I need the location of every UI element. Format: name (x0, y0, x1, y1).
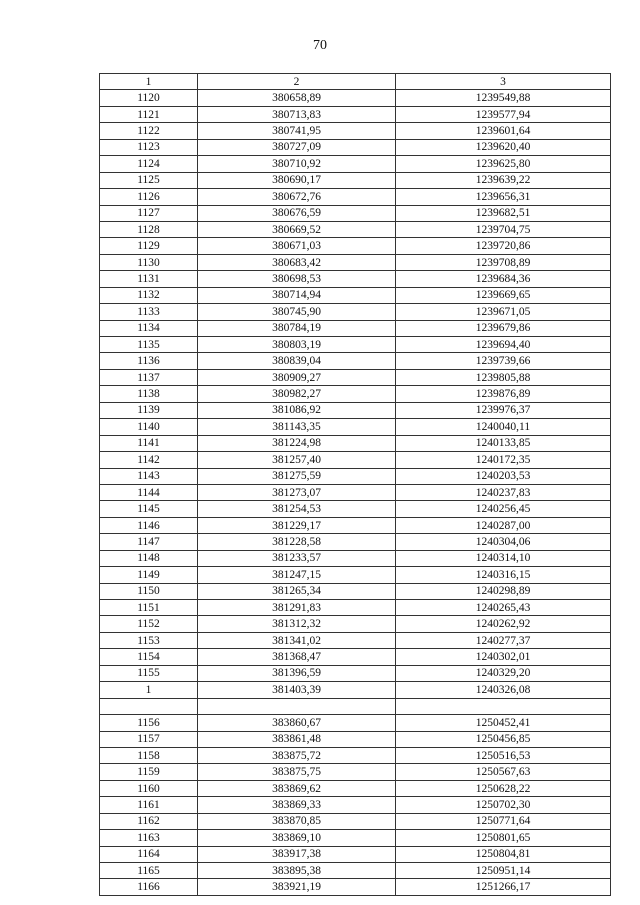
cell-x-coordinate: 380698,53 (198, 271, 396, 287)
cell-y-coordinate: 1240314,10 (396, 550, 611, 566)
cell-y-coordinate: 1240262,92 (396, 616, 611, 632)
cell-y-coordinate: 1240256,45 (396, 501, 611, 517)
cell-y-coordinate: 1239682,51 (396, 205, 611, 221)
table-row (100, 468, 611, 484)
table-row (100, 649, 611, 665)
cell-x-coordinate (198, 698, 396, 714)
coordinates-table (99, 73, 611, 896)
cell-point-number: 1133 (100, 304, 198, 320)
cell-x-coordinate: 381228,58 (198, 534, 396, 550)
table-row (100, 797, 611, 813)
cell-y-coordinate: 1251266,17 (396, 879, 611, 895)
table-row (100, 846, 611, 862)
cell-point-number: 1149 (100, 567, 198, 583)
table-row (100, 205, 611, 221)
table-row (100, 304, 611, 320)
cell-point-number (100, 698, 198, 714)
cell-y-coordinate: 1250628,22 (396, 780, 611, 796)
table-row (100, 221, 611, 237)
table-row (100, 616, 611, 632)
table-row (100, 764, 611, 780)
cell-y-coordinate: 1239601,64 (396, 123, 611, 139)
cell-x-coordinate: 381368,47 (198, 649, 396, 665)
cell-y-coordinate: 1239708,89 (396, 254, 611, 270)
cell-point-number: 1131 (100, 271, 198, 287)
table-row (100, 583, 611, 599)
cell-y-coordinate: 1240302,01 (396, 649, 611, 665)
cell-point-number: 1150 (100, 583, 198, 599)
cell-y-coordinate: 1240304,06 (396, 534, 611, 550)
cell-point-number: 1151 (100, 600, 198, 616)
table-row (100, 501, 611, 517)
cell-point-number: 1134 (100, 320, 198, 336)
cell-y-coordinate: 1239625,80 (396, 156, 611, 172)
table-row (100, 90, 611, 106)
table-row (100, 567, 611, 583)
cell-y-coordinate: 1239639,22 (396, 172, 611, 188)
table-row (100, 139, 611, 155)
cell-x-coordinate: 381275,59 (198, 468, 396, 484)
table-header (100, 74, 611, 90)
cell-point-number: 1125 (100, 172, 198, 188)
table-row (100, 123, 611, 139)
cell-x-coordinate: 380741,95 (198, 123, 396, 139)
table-row (100, 172, 611, 188)
cell-point-number: 1152 (100, 616, 198, 632)
table-row (100, 863, 611, 879)
cell-point-number: 1162 (100, 813, 198, 829)
cell-point-number: 1138 (100, 386, 198, 402)
cell-x-coordinate: 383860,67 (198, 715, 396, 731)
cell-x-coordinate: 380671,03 (198, 238, 396, 254)
cell-y-coordinate: 1239976,37 (396, 402, 611, 418)
cell-point-number: 1164 (100, 846, 198, 862)
cell-x-coordinate: 381224,98 (198, 435, 396, 451)
cell-point-number: 1158 (100, 747, 198, 763)
cell-x-coordinate: 383875,75 (198, 764, 396, 780)
table-row (100, 271, 611, 287)
cell-x-coordinate: 380713,83 (198, 106, 396, 122)
cell-point-number: 1144 (100, 484, 198, 500)
cell-x-coordinate: 381247,15 (198, 567, 396, 583)
cell-point-number: 1127 (100, 205, 198, 221)
cell-point-number: 1157 (100, 731, 198, 747)
cell-x-coordinate: 381291,83 (198, 600, 396, 616)
table-row (100, 337, 611, 353)
cell-x-coordinate: 383875,72 (198, 747, 396, 763)
table-row (100, 517, 611, 533)
cell-x-coordinate: 381086,92 (198, 402, 396, 418)
cell-x-coordinate: 380658,89 (198, 90, 396, 106)
cell-x-coordinate: 381341,02 (198, 632, 396, 648)
table-row (100, 715, 611, 731)
cell-point-number: 1137 (100, 369, 198, 385)
cell-x-coordinate: 380710,92 (198, 156, 396, 172)
cell-point-number: 1163 (100, 830, 198, 846)
table-row (100, 320, 611, 336)
page-number: 70 (313, 38, 327, 53)
cell-x-coordinate: 381143,35 (198, 419, 396, 435)
cell-y-coordinate: 1239671,05 (396, 304, 611, 320)
cell-point-number: 1140 (100, 419, 198, 435)
cell-y-coordinate: 1250516,53 (396, 747, 611, 763)
table-row (100, 813, 611, 829)
cell-y-coordinate: 1239684,36 (396, 271, 611, 287)
cell-point-number: 1142 (100, 452, 198, 468)
table-row (100, 879, 611, 895)
cell-x-coordinate: 383861,48 (198, 731, 396, 747)
cell-y-coordinate: 1240133,85 (396, 435, 611, 451)
cell-point-number: 1143 (100, 468, 198, 484)
header-cell-point-number: 1 (100, 74, 198, 90)
cell-point-number: 1 (100, 682, 198, 698)
cell-x-coordinate: 380690,17 (198, 172, 396, 188)
header-row (100, 74, 611, 90)
cell-point-number: 1120 (100, 90, 198, 106)
cell-x-coordinate: 381229,17 (198, 517, 396, 533)
cell-point-number: 1160 (100, 780, 198, 796)
cell-y-coordinate: 1240316,15 (396, 567, 611, 583)
table-row (100, 830, 611, 846)
table-row (100, 156, 611, 172)
cell-point-number: 1132 (100, 287, 198, 303)
table-row (100, 419, 611, 435)
cell-y-coordinate: 1240040,11 (396, 419, 611, 435)
cell-x-coordinate: 381233,57 (198, 550, 396, 566)
cell-point-number: 1139 (100, 402, 198, 418)
cell-point-number: 1154 (100, 649, 198, 665)
cell-y-coordinate: 1250804,81 (396, 846, 611, 862)
cell-x-coordinate: 383895,38 (198, 863, 396, 879)
cell-x-coordinate: 383869,33 (198, 797, 396, 813)
cell-y-coordinate: 1240329,20 (396, 665, 611, 681)
cell-point-number: 1128 (100, 221, 198, 237)
cell-y-coordinate: 1239577,94 (396, 106, 611, 122)
header-cell-y: 3 (396, 74, 611, 90)
cell-point-number: 1141 (100, 435, 198, 451)
table-row (100, 780, 611, 796)
cell-y-coordinate: 1240172,35 (396, 452, 611, 468)
cell-y-coordinate: 1250452,41 (396, 715, 611, 731)
cell-x-coordinate: 380683,42 (198, 254, 396, 270)
table-row (100, 632, 611, 648)
cell-point-number: 1135 (100, 337, 198, 353)
cell-y-coordinate: 1239805,88 (396, 369, 611, 385)
table-row (100, 534, 611, 550)
cell-x-coordinate: 383917,38 (198, 846, 396, 862)
table-row (100, 369, 611, 385)
table-row (100, 682, 611, 698)
cell-point-number: 1145 (100, 501, 198, 517)
cell-x-coordinate: 381254,53 (198, 501, 396, 517)
table-row (100, 550, 611, 566)
cell-y-coordinate: 1240265,43 (396, 600, 611, 616)
cell-x-coordinate: 380839,04 (198, 353, 396, 369)
cell-point-number: 1155 (100, 665, 198, 681)
cell-point-number: 1129 (100, 238, 198, 254)
cell-y-coordinate (396, 698, 611, 714)
cell-y-coordinate: 1250456,85 (396, 731, 611, 747)
cell-point-number: 1165 (100, 863, 198, 879)
cell-y-coordinate: 1239704,75 (396, 221, 611, 237)
table-row (100, 665, 611, 681)
table-row (100, 287, 611, 303)
cell-y-coordinate: 1239876,89 (396, 386, 611, 402)
table-row (100, 484, 611, 500)
cell-point-number: 1123 (100, 139, 198, 155)
cell-y-coordinate: 1250702,30 (396, 797, 611, 813)
cell-point-number: 1126 (100, 189, 198, 205)
cell-y-coordinate: 1239620,40 (396, 139, 611, 155)
header-cell-x: 2 (198, 74, 396, 90)
cell-point-number: 1148 (100, 550, 198, 566)
table-row (100, 254, 611, 270)
table-row (100, 189, 611, 205)
cell-point-number: 1124 (100, 156, 198, 172)
cell-y-coordinate: 1239549,88 (396, 90, 611, 106)
cell-y-coordinate: 1239679,86 (396, 320, 611, 336)
table-row (100, 452, 611, 468)
cell-x-coordinate: 380982,27 (198, 386, 396, 402)
cell-y-coordinate: 1240287,00 (396, 517, 611, 533)
cell-point-number: 1153 (100, 632, 198, 648)
cell-y-coordinate: 1239669,65 (396, 287, 611, 303)
cell-y-coordinate: 1240326,08 (396, 682, 611, 698)
cell-x-coordinate: 380784,19 (198, 320, 396, 336)
table-body (100, 90, 611, 895)
cell-point-number: 1147 (100, 534, 198, 550)
table-row (100, 353, 611, 369)
cell-x-coordinate: 381273,07 (198, 484, 396, 500)
table-row (100, 106, 611, 122)
cell-x-coordinate: 380745,90 (198, 304, 396, 320)
cell-x-coordinate: 380714,94 (198, 287, 396, 303)
cell-x-coordinate: 383870,85 (198, 813, 396, 829)
cell-x-coordinate: 383869,10 (198, 830, 396, 846)
cell-x-coordinate: 380727,09 (198, 139, 396, 155)
cell-point-number: 1156 (100, 715, 198, 731)
cell-y-coordinate: 1250771,64 (396, 813, 611, 829)
table-row (100, 747, 611, 763)
table-row (100, 731, 611, 747)
cell-y-coordinate: 1240298,89 (396, 583, 611, 599)
cell-x-coordinate: 381396,59 (198, 665, 396, 681)
table-row (100, 386, 611, 402)
cell-point-number: 1122 (100, 123, 198, 139)
cell-point-number: 1130 (100, 254, 198, 270)
cell-y-coordinate: 1250567,63 (396, 764, 611, 780)
table-row (100, 600, 611, 616)
cell-point-number: 1159 (100, 764, 198, 780)
cell-x-coordinate: 383869,62 (198, 780, 396, 796)
table-row (100, 435, 611, 451)
cell-y-coordinate: 1239656,31 (396, 189, 611, 205)
cell-point-number: 1166 (100, 879, 198, 895)
cell-y-coordinate: 1250951,14 (396, 863, 611, 879)
cell-y-coordinate: 1240237,83 (396, 484, 611, 500)
cell-point-number: 1136 (100, 353, 198, 369)
cell-x-coordinate: 380669,52 (198, 221, 396, 237)
cell-point-number: 1121 (100, 106, 198, 122)
cell-y-coordinate: 1250801,65 (396, 830, 611, 846)
cell-y-coordinate: 1240277,37 (396, 632, 611, 648)
table-row (100, 698, 611, 714)
cell-x-coordinate: 381265,34 (198, 583, 396, 599)
cell-y-coordinate: 1239694,40 (396, 337, 611, 353)
cell-x-coordinate: 380909,27 (198, 369, 396, 385)
cell-x-coordinate: 381257,40 (198, 452, 396, 468)
cell-point-number: 1146 (100, 517, 198, 533)
cell-y-coordinate: 1239720,86 (396, 238, 611, 254)
cell-x-coordinate: 380676,59 (198, 205, 396, 221)
cell-x-coordinate: 381312,32 (198, 616, 396, 632)
cell-point-number: 1161 (100, 797, 198, 813)
cell-x-coordinate: 380672,76 (198, 189, 396, 205)
cell-x-coordinate: 383921,19 (198, 879, 396, 895)
cell-y-coordinate: 1239739,66 (396, 353, 611, 369)
table-row (100, 402, 611, 418)
cell-x-coordinate: 381403,39 (198, 682, 396, 698)
cell-y-coordinate: 1240203,53 (396, 468, 611, 484)
cell-x-coordinate: 380803,19 (198, 337, 396, 353)
table-row (100, 238, 611, 254)
